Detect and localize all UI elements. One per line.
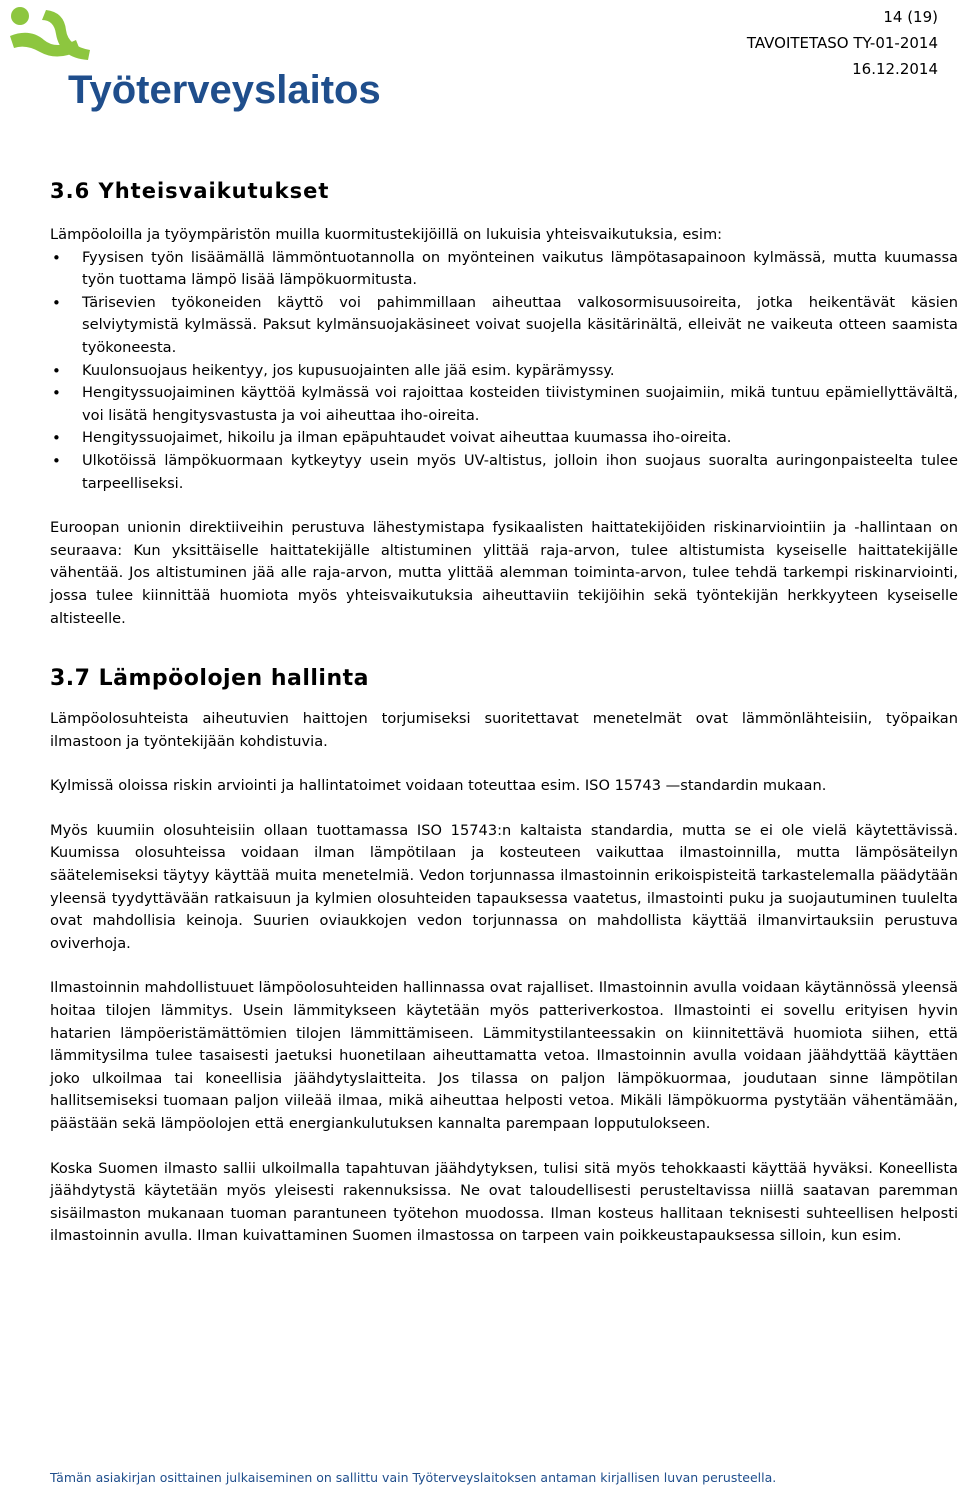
logo — [6, 6, 381, 116]
list-item: • Kuulonsuojaus heikentyy, jos kupusuojainten alle jää esim. kypärämyssy. — [50, 360, 958, 383]
list-item: • Hengityssuojaimet, hikoilu ja ilman epäpuhtaudet voivat aiheuttaa kuumassa iho-oireita. — [50, 427, 958, 450]
page-header-meta — [747, 4, 938, 82]
section-heading-3-7: 3.7 Lämpöolojen hallinta — [50, 666, 369, 692]
list-item: • Ulkotöissä lämpökuormaan kytkeytyy usein myös UV-altistus, jolloin ihon suojaus suoralta auringonpaisteelta tulee tarpeelliseksi. — [50, 450, 958, 495]
report-id: TAVOITETASO TY-01-2014 — [746, 34, 938, 52]
section-3-7-paragraph: Ilmastoinnin mahdollistuuet lämpöolosuhteiden hallinnassa ovat rajalliset. Ilmastoinnin avulla voidaan käytännössä yleensä hoitaa tilojen lämmitys. Usein lämmitykseen käytetään myös patteriverkostoa. Ilmastointi ei sovellu erityisen hyvin hatarien lämpöeristämättömien tilojen lämmittämiseen. Lämmitystilanteessakin on kiinnitettävä huomiota siihen, että lämmitysilma tulee tasaisesti jaetuksi huonetilaan aiheuttamatta vetoa. Ilmastoinnin avulla voidaan jäähdyttää käyttäen joko ulkoilmaa tai koneellisia jäähdytyslaitteita. Jos tilassa on paljon lämpökuormaa, joudutaan sinne lämpötilan hallitsemiseksi tuomaan paljon viileää ilmaa, mikä aiheuttaa helposti vetoa. Mikäli lämpökuorma pystytään vähentämään, päästään sekä lämpöolojen että energiankulutuksen kannalta parempaan lopputulokseen. — [50, 979, 958, 1132]
page-number: 14 (19) — [883, 8, 938, 26]
footer-notice: Tämän asiakirjan osittainen julkaiseminen on sallittu vain Työterveyslaitoksen antaman kirjallisen luvan perusteella. — [50, 1470, 777, 1485]
logo-text: Työterveyslaitos — [68, 68, 381, 112]
section-3-7-paragraph: Kylmissä oloissa riskin arviointi ja hallintatoimet voidaan toteuttaa esim. ISO 15743 —standardin mukaan. — [50, 777, 827, 795]
section-3-7-paragraph: Lämpöolosuhteista aiheutuvien haittojen torjumiseksi suoritettavat menetelmät ovat lämmönlähteisiin, työpaikan ilmastoon ja työntekijään kohdistuvia. — [50, 710, 958, 750]
list-item: • Hengityssuojaiminen käyttöä kylmässä voi rajoittaa kosteiden tiivistyminen suojaimiin, mikä tuntuu epämiellyttävältä, voi lisätä hengitysvastusta ja voi aiheuttaa iho-oireita. — [50, 382, 958, 427]
section-3-6-paragraph: Euroopan unionin direktiiveihin perustuva lähestymistapa fysikaalisten haittatekijöiden riskinarviointiin ja -hallintaan on seuraava: Kun yksittäiselle haittatekijälle altistuminen ylittää raja-arvon, tulee altistumista kyseiselle haittatekijälle vähentää. Jos altistuminen jää alle raja-arvon, mutta ylittää alemman toiminta-arvon, tulee tehdä tarkempi riskinarviointi, jossa tulee kiinnittää huomiota myös yhteisvaikutuksia aiheuttaviin tekijöihin sekä työntekijän herkkyyteen kyseiselle altisteelle. — [50, 519, 958, 627]
document-date: 16.12.2014 — [852, 60, 938, 78]
list-item: • Tärisevien työkoneiden käyttö voi pahimmillaan aiheuttaa valkosormisuusoireita, jotka heikentävät käsien selviytymistä kylmässä. Paksut kylmänsuojakäsineet voivat suojella käsitärinältä, elleivät ne vaikeuta otteen saamista työkoneesta. — [50, 292, 958, 360]
section-3-7-paragraph: Myös kuumiin olosuhteisiin ollaan tuottamassa ISO 15743:n kaltaista standardia, mutta se ei ole vielä käytettävissä. Kuumissa olosuhteissa voidaan ilman lämpötilaan ja kosteuteen vaikuttaa ilmastoinnilla, mutta lämpösäteilyn säätelemiseksi täytyy käyttää muita menetelmiä. Vedon torjunnassa ilmastoinnin erikoispisteitä tarkastelemalla päädytään yleensä tyydyttävään ratkaisuun ja kylmien olosuhteiden tapauksessa vaatetus, ilmastointi puku ja suojautuminen tuulelta ovat mahdollisia keinoja. Suurien oviaukkojen vedon torjunnassa on mahdollista käyttää ilmanvirtauksiin perustuva oviverhoja. — [50, 821, 958, 952]
interaction-list — [50, 247, 958, 496]
section-3-7-paragraph: Koska Suomen ilmasto sallii ulkoilmalla tapahtuvan jäähdytyksen, tulisi sitä myös tehokkaasti käyttää hyväksi. Koneellista jäähdytystä käytetään myös yleisesti rakennuksissa. Ne ovat taloudellisesti perusteltavissa niillä saatavan paremman sisäilmaston mukanaan tuoman parantuneen työtehon muodossa. Ilman kosteus hallitaan teknisesti suhteellisen helposti ilmastoinnin avulla. Ilman kuivattaminen Suomen ilmastossa on tarpeen vain poikkeustapauksessa silloin, kun esim. — [50, 1159, 958, 1245]
list-item: • Fyysisen työn lisäämällä lämmöntuotannolla on myönteinen vaikutus lämpötasapainoon kylmässä, mutta kuumassa työn tuottama lämpö lisää lämpökuormitusta. — [50, 247, 958, 292]
section-3-6-intro: Lämpöoloilla ja työympäristön muilla kuormitustekijöillä on lukuisia yhteisvaikutuksia, esim: — [50, 226, 723, 243]
document-body — [50, 176, 958, 1248]
section-heading-3-6: 3.6 Yhteisvaikutukset — [50, 179, 330, 203]
logo-mark-icon — [6, 6, 96, 70]
